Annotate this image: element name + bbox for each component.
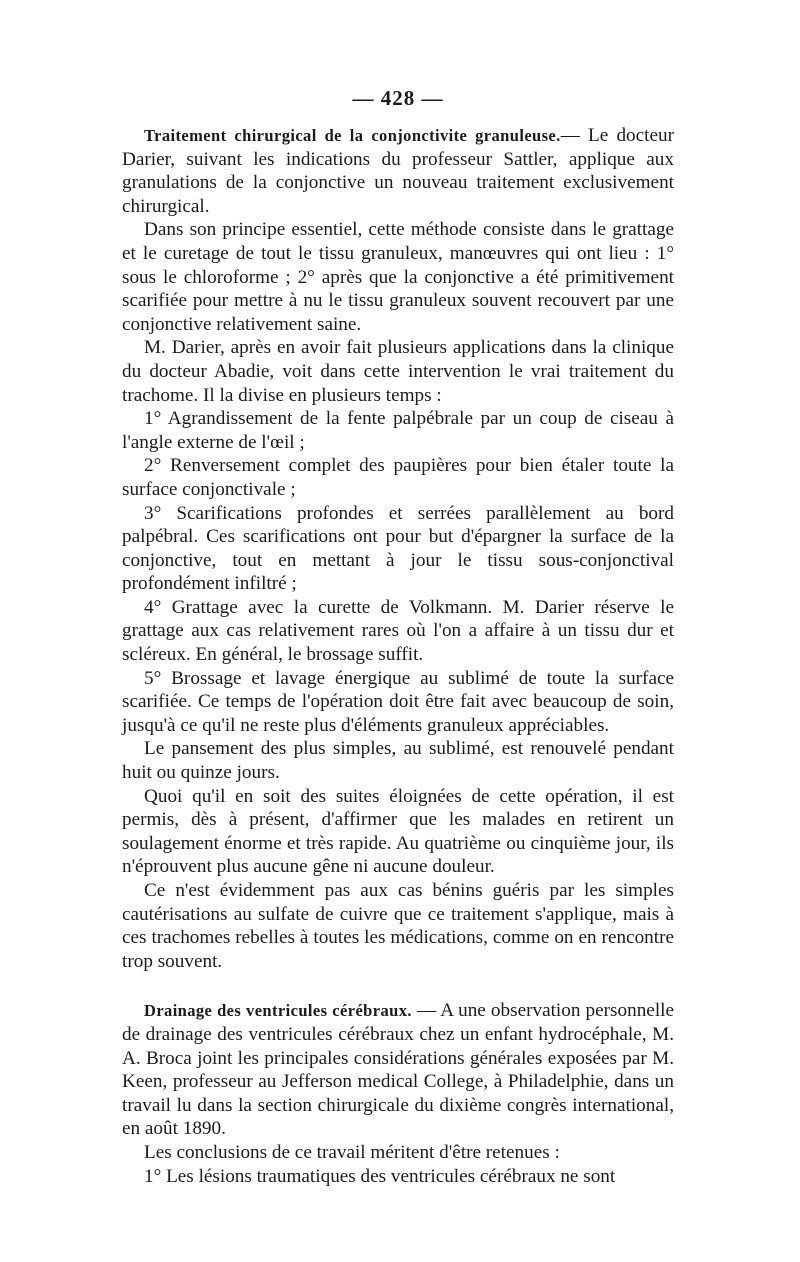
section2-title: Drainage des ventricules cérébraux.	[144, 1001, 412, 1021]
section1-step-5: 5° Brossage et lavage énergique au sublimé de toute la surface scarifiée. Ce temps de l'opération doit être fait avec beaucoup de soin, jusqu'à ce qu'il ne reste plus d'éléments granuleux appréciables.	[122, 667, 674, 736]
section1-paragraph: M. Darier, après en avoir fait plusieurs applications dans la clinique du docteur Abadie, voit dans cette intervention le vrai traitement du trachome. Il la divise en plusieurs temps :	[122, 337, 674, 406]
section1-step-4: 4° Grattage avec la curette de Volkmann. M. Darier réserve le grattage aux cas relativement rares où l'on a affaire à un tissu dur et scléreux. En général, le brossage suffit.	[122, 596, 674, 666]
section1-first-paragraph	[122, 124, 674, 218]
section1-step-3: 3° Scarifications profondes et serrées parallèlement au bord palpébral. Ces scarifications ont pour but d'épargner la surface de la conjonctive, tout en mettant à jour le tissu sous-conjonctival profondément infiltré ;	[122, 502, 674, 595]
section2-paragraph: Les conclusions de ce travail méritent d'être retenues :	[144, 1141, 560, 1163]
section1-title: Traitement chirurgical de la conjonctivite granuleuse.	[144, 126, 561, 145]
page-body	[122, 86, 674, 1188]
section2-intro: — A une observation personnelle de drainage des ventricules cérébraux chez un enfant hydrocéphale, M. A. Broca joint les principales considérations générales exposées par M. Keen, professeur au Jefferson medical College, à Philadelphie, dans un travail lu dans la section chirurgicale du dixième congrès international, en août 1890.	[122, 1000, 674, 1140]
section1-step-2: 2° Renversement complet des paupières pour bien étaler toute la surface conjonctivale ;	[122, 455, 674, 500]
page-number: — 428 —	[352, 86, 444, 110]
section1-paragraph: Le pansement des plus simples, au sublimé, est renouvelé pendant huit ou quinze jours.	[122, 738, 674, 784]
section1-intro: — Le docteur Darier, suivant les indications du professeur Sattler, applique aux granulations de la conjonctive un nouveau traitement exclusivement chirurgical.	[122, 125, 674, 217]
section1-paragraph: Quoi qu'il en soit des suites éloignées de cette opération, il est permis, dès à présent, d'affirmer que les malades en retirent un soulagement énorme et très rapide. Au quatrième ou cinquième jour, ils n'éprouvent plus aucune gêne ni aucune douleur.	[122, 785, 674, 878]
section1-step-1: 1° Agrandissement de la fente palpébrale par un coup de ciseau à l'angle externe de l'œil ;	[122, 408, 674, 453]
section1-paragraph: Dans son principe essentiel, cette méthode consiste dans le grattage et le curetage de tout le tissu granuleux, manœuvres qui ont lieu : 1° sous le chloroforme ; 2° après que la conjonctive a été primitivement scarifiée pour mettre à nu le tissu granuleux souvent recouvert par une conjonctive relativement saine.	[122, 219, 674, 335]
section2-paragraph: 1° Les lésions traumatiques des ventricules cérébraux ne sont	[144, 1165, 616, 1187]
section2-first-paragraph	[122, 999, 674, 1141]
section1-paragraph: Ce n'est évidemment pas aux cas bénins guéris par les simples cautérisations au sulfate de cuivre que ce traitement s'applique, mais à ces trachomes rebelles à toutes les médications, comme on en rencontre trop souvent.	[122, 880, 674, 972]
